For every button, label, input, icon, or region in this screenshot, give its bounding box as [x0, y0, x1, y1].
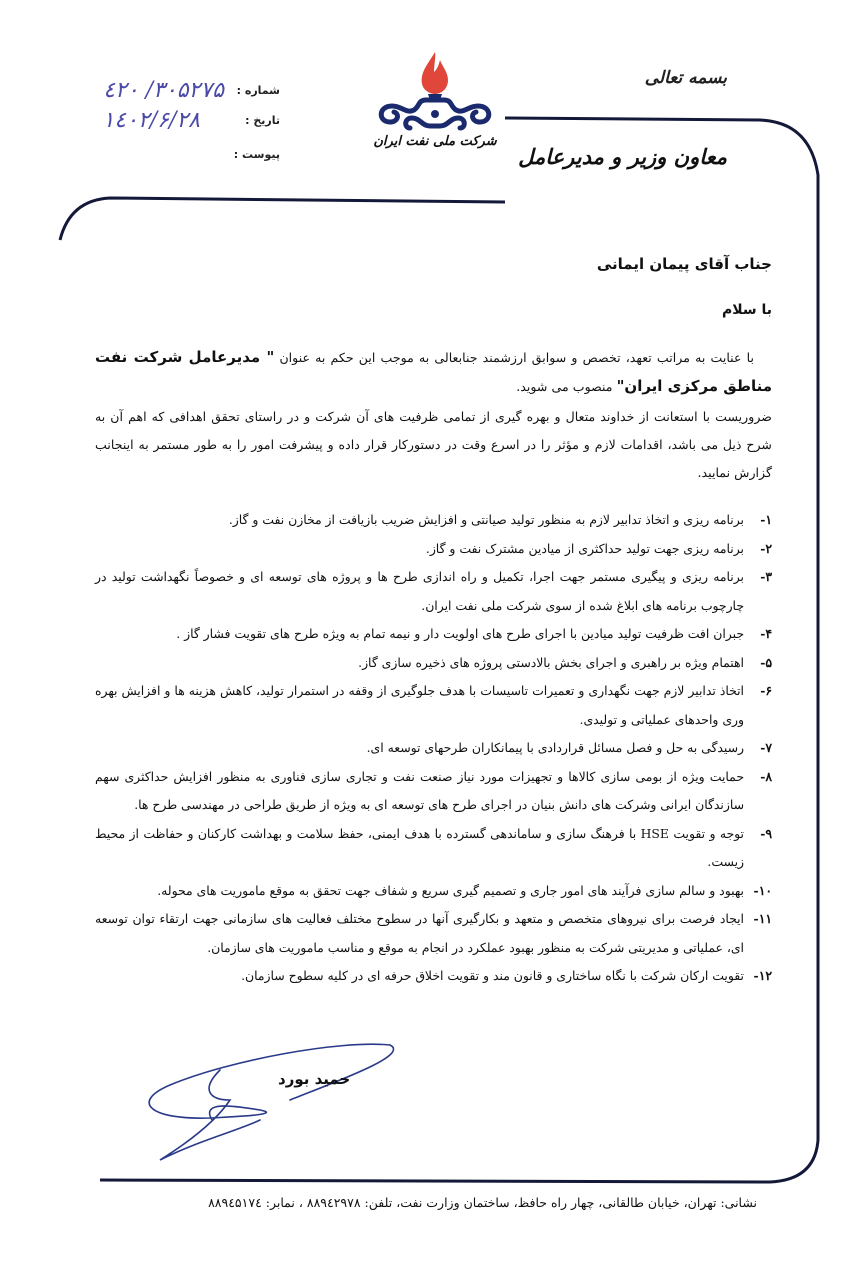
addressee: جناب آقای پیمان ایمانی — [596, 255, 772, 273]
date-row — [102, 108, 280, 133]
list-item: ۸- حمایت ویژه از بومی سازی کالاها و تجهیزات مورد نیاز صنعت نفت و تجاری سازی فناوری به منظور افزایش حداکثری سهم سازندگان ایرانی وشرکت های دانش بنیان در اجرای طرح های توسعه ای به ویژه از طریق طراحی در مهندسی طرح ها. — [95, 768, 772, 812]
footer-address: نشانی: تهران، خیابان طالقانی، چهار راه حافظ، ساختمان وزارت نفت، تلفن: ۸۸۹٤۲۹۷۸ ، نمابر: ۸۸۹٤۵۱۷٤ — [208, 1195, 757, 1210]
number-row — [103, 78, 280, 103]
list-item: ۱۱- ایجاد فرصت برای نیروهای متخصص و متعهد و بکارگیری آنها در سطوح مختلف فعالیت های سازمانی جهت ارتقاء توان توسعه ای، عملیاتی و مدیریتی شرکت به منظور بهبود عملکرد در انجام به موقع و مناسب ماموریت های سازمان. — [95, 911, 772, 955]
body-paragraph: ضروریست با استعانت از خداوند متعال و بهره گیری از تمامی ظرفیت های آن شرکت و در راستای تحقق اهدافی که اهم آن به شرح ذیل می باشد، اقدامات لازم و مؤثر را در اسرع وقت در دستورکار قرار داده و پیشرفت امور را به طور مستمر به اینجانب گزارش نمایید. — [95, 409, 772, 480]
list-item: ۲- برنامه ریزی جهت تولید حداکثری از میادین مشترک نفت و گاز. — [425, 540, 772, 556]
office-title: معاون وزیر و مدیرعامل — [518, 144, 727, 169]
list-item: ۶- اتخاذ تدابیر لازم جهت نگهداری و تعمیرات تاسیسات با هدف جلوگیری از وقفه در استمرار تولید، کاهش هزینه ها و افزایش بهره وری واحدهای عملیاتی و تولیدی. — [95, 683, 772, 727]
list-item: ۹- توجه و تقویت HSE با فرهنگ سازی و ساماندهی گسترده با هدف ایمنی، حفظ سلامت و بهداشت کارکنان و حفاظت از محیط زیست. — [95, 825, 772, 869]
attachment-row — [230, 148, 280, 161]
intro-text-2: منصوب می شوید. — [516, 379, 613, 394]
list-item: ۱- برنامه ریزی و اتخاذ تدابیر لازم به منظور تولید صیانتی و افزایش ضریب بازیافت از مخازن نفت و گاز. — [228, 512, 772, 527]
list-item: ۱۰- بهبود و سالم سازی فرآیند های امور جاری و تصمیم گیری سریع و شفاف جهت تحقق به موقع ماموریت های محوله. — [157, 882, 772, 898]
nioc-logo-text: شرکت ملی نفت ایران — [373, 134, 497, 149]
greeting: با سلام — [721, 302, 772, 318]
date-value: ۱٤۰۲/۶/۲۸ — [102, 108, 200, 133]
intro-text-1: با عنایت به مراتب تعهد، تخصص و سوابق ارزشمند جنابعالی به موجب این حکم به عنوان — [279, 350, 754, 365]
nioc-logo — [370, 50, 500, 160]
nioc-emblem-icon — [370, 50, 500, 135]
list-item: ۷- رسیدگی به حل و فصل مسائل قراردادی با پیمانکاران طرحهای توسعه ای. — [366, 740, 772, 755]
list-item: ۳- برنامه ریزی و پیگیری مستمر جهت اجرا، تکمیل و راه اندازی طرح ها و پروژه های توسعه ای و خصوصاً نگهداشت تولید در چارچوب برنامه های ابلاغ شده از سوی شرکت ملی نفت ایران. — [95, 569, 772, 613]
list-item: ۱۲- تقویت ارکان شرکت با نگاه ساختاری و قانون مند و تقویت اخلاق حرفه ای در کلیه سطوح سازمان. — [241, 968, 772, 983]
list-item: ۴- جبران افت ظرفیت تولید میادین با اجرای طرح های اولویت دار و نیمه تمام به ویژه طرح های تقویت فشار گاز . — [176, 626, 772, 641]
number-value: ۳۰۵۲۷۵/ ٤٢٠ — [103, 78, 224, 103]
objectives-list — [95, 506, 772, 991]
number-label: شماره : — [236, 84, 280, 97]
attachment-label: پیوست : — [233, 148, 280, 161]
intro-paragraph — [95, 343, 772, 401]
signatory-name: حمید بورد — [278, 1070, 351, 1088]
list-item: ۵- اهتمام ویژه بر راهبری و اجرای بخش بالادستی پروژه های ذخیره سازی گاز. — [358, 654, 772, 670]
signature-block — [140, 1040, 400, 1170]
date-label: تاریخ : — [245, 114, 280, 127]
besmeh-heading: بسمه تعالی — [644, 68, 727, 88]
intro-appointment-title: " مدیرعامل شرکت نفت مناطق مرکزی ایران" — [95, 348, 772, 395]
signature-scribble-icon — [140, 1040, 400, 1170]
